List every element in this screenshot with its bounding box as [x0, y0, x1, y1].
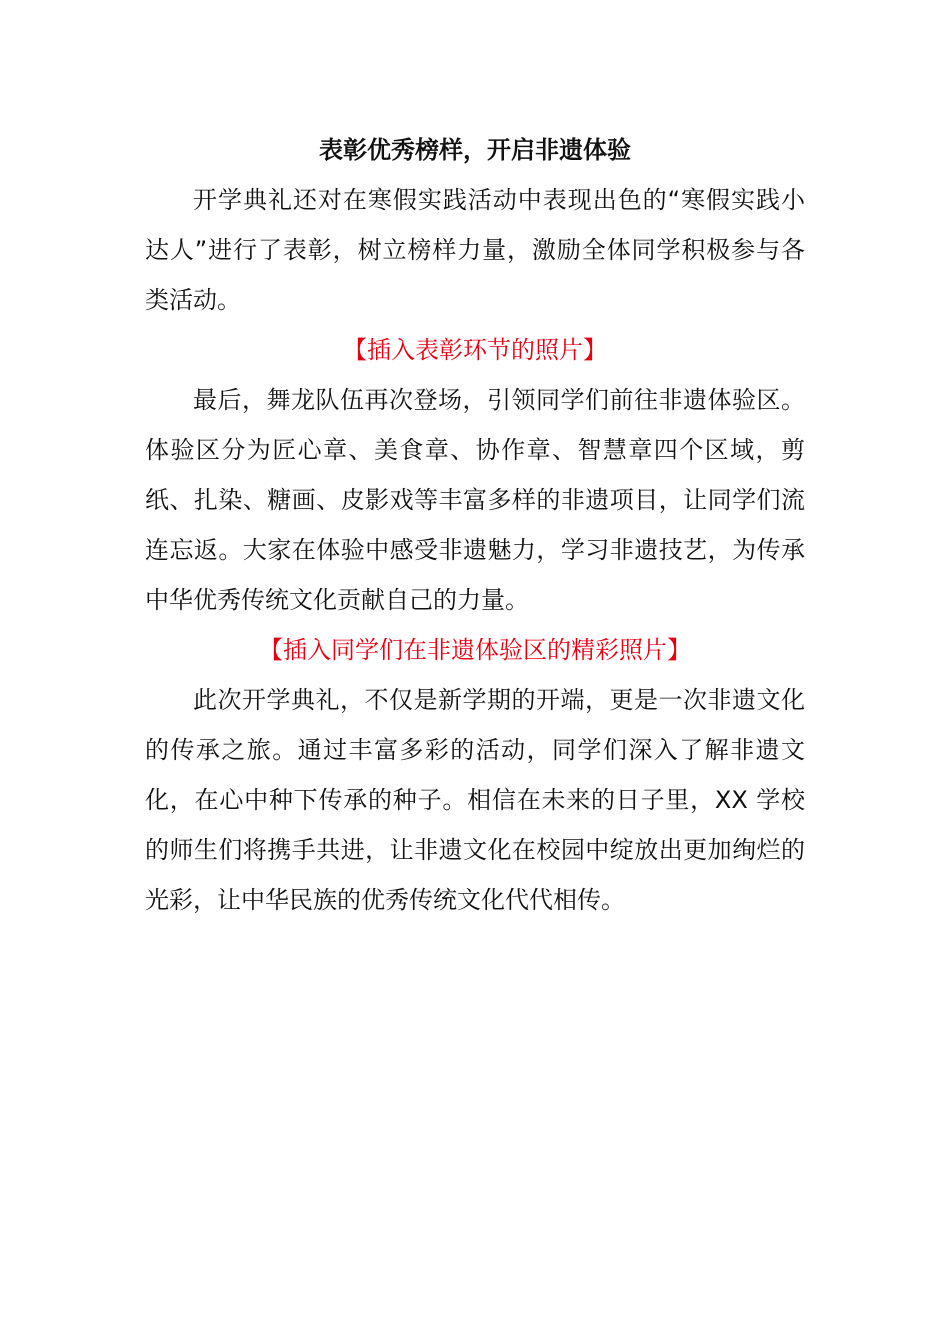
photo-placeholder-commendation: 【插入表彰环节的照片】	[343, 336, 607, 364]
section-heading: 表彰优秀榜样，开启非遗体验	[319, 136, 631, 164]
paragraph-experience-zone: 最后，舞龙队伍再次登场，引领同学们前往非遗体验区。体验区分为匠心章、美食章、协作章、智慧章四个区域，剪纸、扎染、糖画、皮影戏等丰富多样的非遗项目，让同学们流连忘返。大家在体验中感受非遗魅力，学习非遗技艺，为传承中华优秀传统文化贡献自己的力量。	[145, 386, 805, 614]
paragraph-conclusion: 此次开学典礼，不仅是新学期的开端，更是一次非遗文化的传承之旅。通过丰富多彩的活动，同学们深入了解非遗文化，在心中种下传承的种子。相信在未来的日子里，XX 学校的师生们将携手共进，让非遗文化在校园中绽放出更加绚烂的光彩，让中华民族的优秀传统文化代代相传。	[145, 686, 805, 914]
photo-placeholder-experience-zone: 【插入同学们在非遗体验区的精彩照片】	[259, 636, 691, 664]
paragraph-commendation: 开学典礼还对在寒假实践活动中表现出色的“寒假实践小达人”进行了表彰，树立榜样力量，激励全体同学积极参与各类活动。	[145, 186, 805, 314]
document-body	[145, 125, 805, 925]
